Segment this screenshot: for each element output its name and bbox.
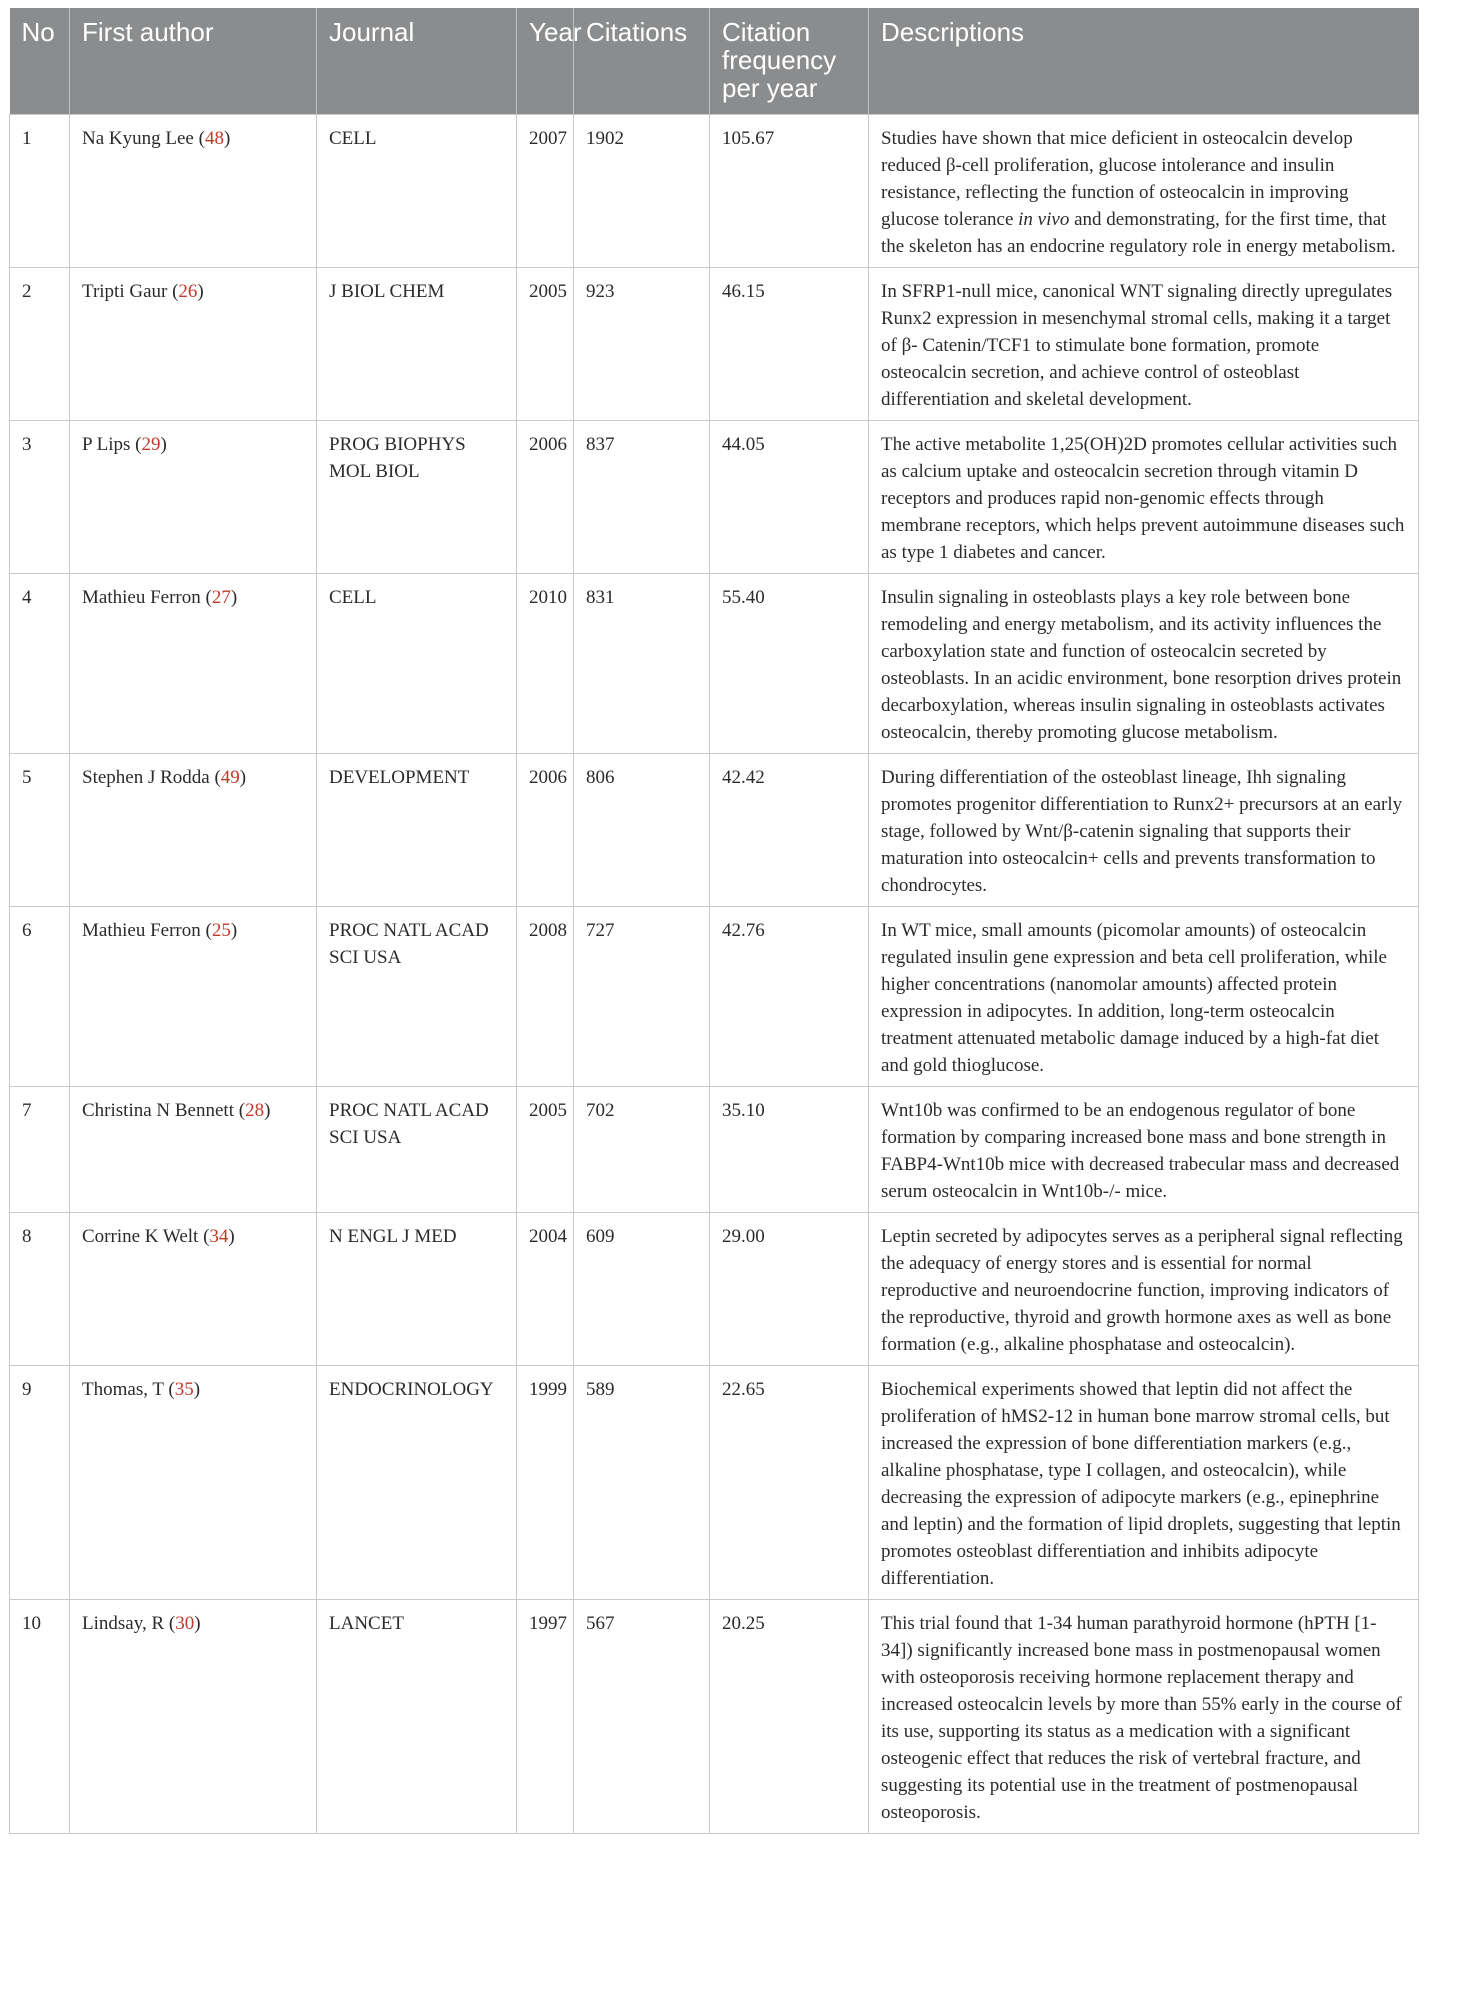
header-journal: Journal (317, 8, 517, 115)
author-name: Na Kyung Lee (82, 128, 194, 149)
cell-journal: CELL (317, 115, 517, 268)
cell-author: Christina N Bennett (28) (70, 1087, 317, 1213)
cell-description (869, 115, 1419, 268)
cell-journal: N ENGL J MED (317, 1213, 517, 1366)
cell-description: Biochemical experiments showed that leptin did not affect the proliferation of hMS2-12 in human bone marrow stromal cells, but increased the expression of bone differentiation markers (e.g., alkaline phosphatase, type I collagen, and osteocalcin), while decreasing the expression of adipocyte markers (e.g., epinephrine and leptin) and the formation of lipid droplets, suggesting that leptin promotes osteoblast differentiation and inhibits adipocyte differentiation. (869, 1366, 1419, 1600)
cell-citations: 1902 (574, 115, 710, 268)
table-row (10, 1087, 1419, 1213)
header-year: Year (517, 8, 574, 115)
table-row (10, 574, 1419, 754)
cell-description: In SFRP1-null mice, canonical WNT signaling directly upregulates Runx2 expression in mesenchymal stromal cells, making it a target of β- Catenin/TCF1 to stimulate bone formation, promote osteocalcin secretion, and achieve control of osteoblast differentiation and skeletal development. (869, 268, 1419, 421)
cell-no: 9 (10, 1366, 70, 1600)
author-name: P Lips (82, 434, 131, 455)
cell-no: 4 (10, 574, 70, 754)
cell-year: 2007 (517, 115, 574, 268)
cell-frequency: 22.65 (710, 1366, 869, 1600)
reference-link[interactable]: 28 (245, 1100, 265, 1121)
cell-no: 7 (10, 1087, 70, 1213)
cell-no: 5 (10, 754, 70, 907)
header-citations: Citations (574, 8, 710, 115)
cell-year: 2005 (517, 1087, 574, 1213)
table-row (10, 1366, 1419, 1600)
table-row (10, 754, 1419, 907)
cell-year: 2006 (517, 754, 574, 907)
cell-journal: CELL (317, 574, 517, 754)
table-row (10, 907, 1419, 1087)
author-name: Tripti Gaur (82, 281, 168, 302)
header-descriptions: Descriptions (869, 8, 1419, 115)
cell-author: Na Kyung Lee (48) (70, 115, 317, 268)
cell-citations: 727 (574, 907, 710, 1087)
cell-description: Insulin signaling in osteoblasts plays a key role between bone remodeling and energy metabolism, and its activity influences the carboxylation state and function of osteocalcin secreted by osteoblasts. In an acidic environment, bone resorption drives protein decarboxylation, whereas insulin signaling in osteoblasts activates osteocalcin, thereby promoting glucose metabolism. (869, 574, 1419, 754)
cell-year: 1999 (517, 1366, 574, 1600)
reference-link[interactable]: 29 (141, 434, 161, 455)
cell-year: 2005 (517, 268, 574, 421)
description-text: Studies have shown that mice deficient in osteocalcin develop reduced β-cell proliferation, glucose intolerance and insulin resistance, reflecting the function of osteocalcin in improving glucose tolerance (881, 128, 1353, 230)
cell-no: 6 (10, 907, 70, 1087)
cell-no: 8 (10, 1213, 70, 1366)
cell-description: Leptin secreted by adipocytes serves as a peripheral signal reflecting the adequacy of energy stores and is essential for normal reproductive and neuroendocrine function, improving indicators of the reproductive, thyroid and growth hormone axes as well as bone formation (e.g., alkaline phosphatase and osteocalcin). (869, 1213, 1419, 1366)
cell-author: Corrine K Welt (34) (70, 1213, 317, 1366)
cell-frequency: 35.10 (710, 1087, 869, 1213)
header-no: No (10, 8, 70, 115)
table-row (10, 1213, 1419, 1366)
cell-year: 2008 (517, 907, 574, 1087)
table-row (10, 115, 1419, 268)
cell-no: 10 (10, 1600, 70, 1834)
cell-citations: 567 (574, 1600, 710, 1834)
cell-journal: J BIOL CHEM (317, 268, 517, 421)
header-citation-frequency: Citation frequency per year (710, 8, 869, 115)
cell-year: 2006 (517, 421, 574, 574)
cell-author: P Lips (29) (70, 421, 317, 574)
cell-citations: 589 (574, 1366, 710, 1600)
cell-no: 1 (10, 115, 70, 268)
author-name: Lindsay, R (82, 1613, 165, 1634)
cell-description: Wnt10b was confirmed to be an endogenous regulator of bone formation by comparing increased bone mass and bone strength in FABP4-Wnt10b mice with decreased trabecular mass and decreased serum osteocalcin in Wnt10b-/- mice. (869, 1087, 1419, 1213)
cell-citations: 806 (574, 754, 710, 907)
description-text: and demonstrating, for the first time, that the skeleton has an endocrine regulatory role in energy metabolism. (881, 209, 1396, 257)
cell-journal: LANCET (317, 1600, 517, 1834)
description-italic: in vivo (1018, 209, 1070, 230)
cell-frequency: 29.00 (710, 1213, 869, 1366)
table-row (10, 1600, 1419, 1834)
author-name: Thomas, T (82, 1379, 164, 1400)
cell-description: The active metabolite 1,25(OH)2D promotes cellular activities such as calcium uptake and osteocalcin secretion through vitamin D receptors and produces rapid non-genomic effects through membrane receptors, which helps prevent autoimmune diseases such as type 1 diabetes and cancer. (869, 421, 1419, 574)
cell-frequency: 105.67 (710, 115, 869, 268)
cell-year: 2004 (517, 1213, 574, 1366)
table-row (10, 268, 1419, 421)
reference-link[interactable]: 35 (174, 1379, 194, 1400)
cell-author: Lindsay, R (30) (70, 1600, 317, 1834)
cell-description: During differentiation of the osteoblast lineage, Ihh signaling promotes progenitor differentiation to Runx2+ precursors at an early stage, followed by Wnt/β-catenin signaling that supports their maturation into osteocalcin+ cells and prevents transformation to chondrocytes. (869, 754, 1419, 907)
author-name: Corrine K Welt (82, 1226, 199, 1247)
cell-description: This trial found that 1-34 human parathyroid hormone (hPTH [1-34]) significantly increased bone mass in postmenopausal women with osteoporosis receiving hormone replacement therapy and increased osteocalcin levels by more than 55% early in the course of its use, supporting its status as a medication with a significant osteogenic effect that reduces the risk of vertebral fracture, and suggesting its potential use in the treatment of postmenopausal osteoporosis. (869, 1600, 1419, 1834)
header-row (10, 8, 1419, 115)
reference-link[interactable]: 25 (211, 920, 231, 941)
cell-citations: 923 (574, 268, 710, 421)
author-name: Mathieu Ferron (82, 920, 201, 941)
cell-frequency: 46.15 (710, 268, 869, 421)
cell-citations: 702 (574, 1087, 710, 1213)
reference-link[interactable]: 26 (178, 281, 198, 302)
cell-year: 1997 (517, 1600, 574, 1834)
cell-description: In WT mice, small amounts (picomolar amounts) of osteocalcin regulated insulin gene expression and beta cell proliferation, while higher concentrations (nanomolar amounts) affected protein expression in adipocytes. In addition, long-term osteocalcin treatment attenuated metabolic damage induced by a high-fat diet and gold thioglucose. (869, 907, 1419, 1087)
reference-link[interactable]: 27 (211, 587, 231, 608)
table-container (9, 8, 1418, 1834)
cell-journal: PROC NATL ACAD SCI USA (317, 1087, 517, 1213)
cell-no: 3 (10, 421, 70, 574)
reference-link[interactable]: 49 (220, 767, 240, 788)
cell-author: Thomas, T (35) (70, 1366, 317, 1600)
citations-table (9, 8, 1419, 1834)
cell-year: 2010 (517, 574, 574, 754)
reference-link[interactable]: 30 (175, 1613, 195, 1634)
cell-no: 2 (10, 268, 70, 421)
cell-citations: 831 (574, 574, 710, 754)
reference-link[interactable]: 34 (209, 1226, 229, 1247)
cell-citations: 609 (574, 1213, 710, 1366)
cell-author: Stephen J Rodda (49) (70, 754, 317, 907)
table-row (10, 421, 1419, 574)
cell-journal: DEVELOPMENT (317, 754, 517, 907)
cell-author: Tripti Gaur (26) (70, 268, 317, 421)
cell-journal: ENDOCRINOLOGY (317, 1366, 517, 1600)
reference-link[interactable]: 48 (204, 128, 224, 149)
cell-frequency: 42.76 (710, 907, 869, 1087)
cell-author: Mathieu Ferron (25) (70, 907, 317, 1087)
cell-frequency: 55.40 (710, 574, 869, 754)
cell-journal: PROG BIOPHYS MOL BIOL (317, 421, 517, 574)
author-name: Stephen J Rodda (82, 767, 210, 788)
cell-citations: 837 (574, 421, 710, 574)
cell-journal: PROC NATL ACAD SCI USA (317, 907, 517, 1087)
author-name: Mathieu Ferron (82, 587, 201, 608)
header-first-author: First author (70, 8, 317, 115)
cell-author: Mathieu Ferron (27) (70, 574, 317, 754)
cell-frequency: 20.25 (710, 1600, 869, 1834)
cell-frequency: 42.42 (710, 754, 869, 907)
cell-frequency: 44.05 (710, 421, 869, 574)
author-name: Christina N Bennett (82, 1100, 234, 1121)
